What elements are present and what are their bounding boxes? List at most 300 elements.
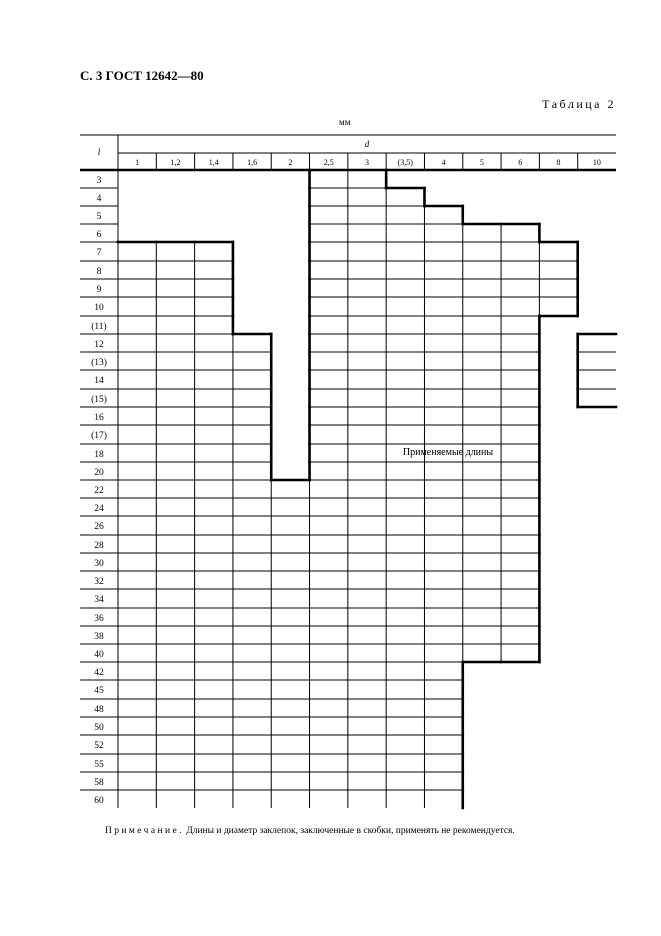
applicable-cell — [310, 425, 348, 444]
length-label: (13) — [91, 358, 107, 368]
applicable-cell — [310, 790, 348, 808]
applicable-cell — [463, 553, 501, 571]
applicable-cell — [271, 516, 309, 535]
applicable-cell — [424, 242, 462, 261]
applicable-cell — [348, 389, 386, 407]
applicable-cell — [348, 352, 386, 370]
applicable-cell — [233, 444, 271, 462]
applicable-cell — [348, 370, 386, 389]
applicable-cell — [233, 717, 271, 735]
applicable-cell — [233, 352, 271, 370]
length-label: 55 — [94, 760, 104, 770]
applicable-cell — [156, 316, 194, 334]
applicable-cell — [501, 462, 539, 480]
applicable-cell — [310, 735, 348, 754]
diameter-label: 1 — [135, 158, 140, 167]
applicable-cell — [348, 480, 386, 498]
applicable-cell — [233, 644, 271, 662]
length-label: (11) — [91, 322, 107, 332]
applicable-cell — [501, 535, 539, 553]
applicable-cell — [310, 224, 348, 242]
applicable-cell — [501, 334, 539, 352]
applicable-cell — [463, 608, 501, 626]
applicable-cell — [424, 589, 462, 608]
length-label: 58 — [94, 778, 104, 788]
applicable-cell — [348, 206, 386, 224]
applicable-cell — [424, 754, 462, 772]
length-label: (15) — [91, 395, 107, 405]
applicable-cell — [156, 571, 194, 589]
applicable-cell — [310, 370, 348, 389]
applicable-cell — [233, 754, 271, 772]
length-label: 34 — [94, 595, 104, 605]
applicable-cell — [539, 297, 577, 316]
applicable-cell — [386, 754, 424, 772]
applicable-cell — [463, 498, 501, 516]
length-label: 24 — [94, 504, 104, 514]
applicable-cell — [463, 352, 501, 370]
applicable-cell — [386, 516, 424, 535]
applicable-cell — [195, 662, 233, 680]
length-label: 4 — [96, 194, 102, 204]
applicable-cell — [501, 444, 539, 462]
applicable-cell — [310, 297, 348, 316]
applicable-cell — [118, 790, 156, 808]
applicable-cell — [386, 279, 424, 297]
row-header-label: l — [97, 147, 101, 157]
applicable-cell — [271, 644, 309, 662]
length-label: 30 — [94, 559, 104, 569]
applicable-cell — [348, 334, 386, 352]
applicable-cell — [310, 188, 348, 206]
applicable-cell — [424, 644, 462, 662]
diameter-label: 2 — [288, 158, 293, 167]
applicable-cell — [118, 571, 156, 589]
applicable-cell — [156, 480, 194, 498]
applicable-cell — [118, 717, 156, 735]
applicable-cell — [118, 589, 156, 608]
applicable-cell — [118, 644, 156, 662]
applicable-cell — [463, 516, 501, 535]
applicable-cell — [501, 644, 539, 662]
applicable-cell — [310, 516, 348, 535]
length-label: 22 — [94, 486, 104, 496]
applicable-cell — [348, 462, 386, 480]
applicable-cell — [424, 553, 462, 571]
applicable-cell — [424, 261, 462, 279]
applicable-cell — [233, 699, 271, 717]
applicable-cell — [348, 316, 386, 334]
applicable-cell — [271, 535, 309, 553]
applicable-cell — [156, 334, 194, 352]
applicable-cell — [195, 516, 233, 535]
applicable-cell — [386, 535, 424, 553]
applicable-cell — [156, 352, 194, 370]
applicable-cell — [233, 589, 271, 608]
applicable-cell — [118, 608, 156, 626]
applicable-cell — [578, 389, 616, 407]
applicable-cell — [118, 279, 156, 297]
applicable-cell — [195, 261, 233, 279]
applicable-cell — [233, 790, 271, 808]
applicable-cell — [118, 680, 156, 699]
applicable-cell — [156, 790, 194, 808]
applicable-cell — [463, 224, 501, 242]
applicable-cell — [156, 680, 194, 699]
applicable-cell — [386, 608, 424, 626]
applicable-cell — [386, 644, 424, 662]
applicable-cell — [424, 224, 462, 242]
applicable-cell — [348, 662, 386, 680]
applicable-cell — [118, 242, 156, 261]
applicable-cell — [195, 297, 233, 316]
applicable-cell — [348, 279, 386, 297]
applicable-cell — [195, 735, 233, 754]
applicable-cell — [310, 699, 348, 717]
applicable-cell — [233, 535, 271, 553]
applicable-cell — [386, 589, 424, 608]
applicable-cell — [386, 699, 424, 717]
diameter-label: 1,4 — [208, 158, 219, 167]
applicable-cell — [463, 644, 501, 662]
applicable-cell — [310, 717, 348, 735]
applicable-cell — [233, 516, 271, 535]
applicable-cell — [233, 498, 271, 516]
applicable-cell — [348, 297, 386, 316]
applicable-cell — [195, 717, 233, 735]
applicable-cell — [118, 535, 156, 553]
applicable-cell — [233, 735, 271, 754]
applicable-cell — [501, 389, 539, 407]
applicable-cell — [348, 444, 386, 462]
applicable-cell — [501, 571, 539, 589]
applicable-cell — [386, 297, 424, 316]
applicable-cell — [386, 224, 424, 242]
applicable-cell — [195, 626, 233, 644]
applicable-cell — [233, 407, 271, 425]
length-label: 14 — [94, 376, 104, 386]
length-label: 48 — [94, 705, 104, 715]
applicable-cell — [386, 334, 424, 352]
applicable-cell — [386, 480, 424, 498]
length-label: (17) — [91, 431, 107, 441]
applicable-cell — [310, 644, 348, 662]
applicable-cell — [501, 480, 539, 498]
applicable-cell — [310, 608, 348, 626]
applicable-cell — [118, 772, 156, 790]
table-label: Таблица 2 — [542, 97, 616, 111]
units-label: мм — [339, 117, 351, 127]
applicable-cell — [271, 571, 309, 589]
applicable-cell — [501, 425, 539, 444]
applicable-cell — [424, 370, 462, 389]
applicable-cell — [310, 754, 348, 772]
applicable-cell — [156, 279, 194, 297]
applicable-cell — [348, 772, 386, 790]
applicable-cell — [233, 680, 271, 699]
applicable-cell — [118, 462, 156, 480]
diameter-label: 4 — [441, 158, 446, 167]
applicable-cell — [310, 498, 348, 516]
applicable-cell — [501, 608, 539, 626]
diameter-label: 3 — [365, 158, 369, 167]
applicable-cell — [195, 699, 233, 717]
applicable-cell — [348, 644, 386, 662]
applicable-cell — [233, 389, 271, 407]
applicable-cell — [424, 662, 462, 680]
table-note — [105, 826, 515, 836]
applicable-cell — [348, 754, 386, 772]
applicable-cell — [118, 480, 156, 498]
applicable-cell — [156, 699, 194, 717]
applicable-cell — [348, 261, 386, 279]
applicable-cell — [156, 644, 194, 662]
length-label: 8 — [96, 267, 102, 277]
applicable-cell — [118, 662, 156, 680]
applicable-cell — [310, 389, 348, 407]
applicable-cell — [501, 589, 539, 608]
applicable-cell — [424, 535, 462, 553]
applicable-cell — [118, 516, 156, 535]
applicable-cell — [156, 754, 194, 772]
applicable-cell — [310, 170, 348, 188]
applicable-cell — [348, 735, 386, 754]
applicable-cell — [195, 608, 233, 626]
length-label: 18 — [94, 450, 104, 460]
applicable-cell — [424, 626, 462, 644]
applicable-cell — [195, 754, 233, 772]
applicable-cell — [386, 242, 424, 261]
applicable-cell — [386, 352, 424, 370]
applicable-cell — [578, 334, 616, 352]
length-label: 60 — [94, 796, 104, 806]
applicable-cell — [386, 188, 424, 206]
applicable-cell — [118, 626, 156, 644]
length-label: 12 — [94, 340, 104, 350]
applicable-cell — [463, 425, 501, 444]
applicable-cell — [310, 772, 348, 790]
applicable-cell — [233, 370, 271, 389]
applicable-cell — [118, 754, 156, 772]
applicable-cell — [386, 316, 424, 334]
applicable-cell — [310, 261, 348, 279]
applicable-cell — [156, 498, 194, 516]
applicable-cell — [424, 279, 462, 297]
applicable-cell — [424, 407, 462, 425]
applicable-cell — [463, 571, 501, 589]
applicable-cell — [118, 444, 156, 462]
applicable-cell — [271, 553, 309, 571]
length-label: 28 — [94, 541, 104, 551]
applicable-cell — [271, 754, 309, 772]
applicable-cell — [501, 407, 539, 425]
applicable-cell — [463, 407, 501, 425]
applicable-cell — [271, 480, 309, 498]
applicable-cell — [424, 571, 462, 589]
applicable-cell — [310, 462, 348, 480]
applicable-cell — [195, 389, 233, 407]
applicable-cell — [233, 480, 271, 498]
applicable-cell — [539, 279, 577, 297]
applicable-cell — [195, 462, 233, 480]
applicable-cell — [386, 389, 424, 407]
applicable-cell — [424, 425, 462, 444]
applicable-cell — [310, 407, 348, 425]
applicable-cell — [156, 516, 194, 535]
applicable-cell — [348, 242, 386, 261]
applicable-cell — [463, 316, 501, 334]
length-label: 42 — [94, 668, 104, 678]
applicable-cell — [310, 334, 348, 352]
applicable-cell — [118, 735, 156, 754]
applicable-cell — [348, 571, 386, 589]
applicable-cell — [386, 571, 424, 589]
applicable-cell — [424, 516, 462, 535]
applicable-cell — [501, 626, 539, 644]
applicable-cell — [118, 389, 156, 407]
applicable-cell — [348, 224, 386, 242]
applicable-cell — [310, 206, 348, 224]
applicable-cell — [118, 334, 156, 352]
applicable-cell — [195, 242, 233, 261]
applicable-cell — [386, 772, 424, 790]
applicable-cell — [501, 242, 539, 261]
length-label: 5 — [96, 212, 102, 222]
applicable-cell — [195, 480, 233, 498]
applicable-lengths-legend: Применяемые длины — [402, 447, 494, 458]
length-label: 9 — [96, 285, 102, 295]
applicable-cell — [386, 553, 424, 571]
applicable-cell — [271, 662, 309, 680]
applicable-cell — [195, 589, 233, 608]
applicable-cell — [501, 516, 539, 535]
applicable-cell — [310, 571, 348, 589]
applicable-cell — [348, 516, 386, 535]
applicable-cell — [424, 608, 462, 626]
applicable-cell — [463, 279, 501, 297]
length-label: 20 — [94, 468, 104, 478]
applicable-cell — [156, 608, 194, 626]
applicable-cell — [195, 680, 233, 699]
applicable-cell — [271, 735, 309, 754]
applicable-cell — [386, 261, 424, 279]
applicable-cell — [348, 407, 386, 425]
applicable-cell — [424, 480, 462, 498]
length-label: 26 — [94, 522, 104, 532]
applicable-cell — [271, 608, 309, 626]
diameter-label: (3,5) — [397, 158, 413, 167]
applicable-cell — [118, 316, 156, 334]
applicable-cell — [424, 680, 462, 699]
applicable-cell — [118, 352, 156, 370]
length-label: 10 — [94, 303, 104, 313]
applicable-cell — [463, 462, 501, 480]
applicable-cell — [424, 352, 462, 370]
length-label: 50 — [94, 723, 104, 733]
applicable-cell — [348, 790, 386, 808]
applicable-cell — [310, 480, 348, 498]
col-header-label: d — [364, 139, 370, 149]
applicable-cell — [271, 626, 309, 644]
applicable-cell — [118, 261, 156, 279]
applicable-cell — [424, 389, 462, 407]
applicable-cell — [386, 462, 424, 480]
applicable-cell — [501, 553, 539, 571]
applicable-cell — [233, 425, 271, 444]
length-label: 36 — [94, 614, 104, 624]
applicable-cell — [310, 279, 348, 297]
applicable-cell — [310, 662, 348, 680]
applicable-cell — [271, 790, 309, 808]
applicable-cell — [424, 790, 462, 808]
diameter-label: 6 — [518, 158, 523, 167]
applicable-cell — [386, 425, 424, 444]
applicable-cell — [156, 735, 194, 754]
applicable-cell — [463, 242, 501, 261]
applicable-cell — [195, 790, 233, 808]
applicable-cell — [195, 425, 233, 444]
length-label: 45 — [94, 686, 104, 696]
page-title: С. 3 ГОСТ 12642—80 — [80, 68, 204, 83]
applicable-cell — [195, 352, 233, 370]
applicable-cell — [271, 498, 309, 516]
applicable-cell — [348, 170, 386, 188]
applicable-cell — [156, 626, 194, 644]
applicable-cell — [156, 370, 194, 389]
applicable-cell — [233, 662, 271, 680]
applicable-cell — [233, 608, 271, 626]
applicable-cell — [463, 535, 501, 553]
applicable-cell — [463, 261, 501, 279]
applicable-cell — [310, 535, 348, 553]
applicable-cell — [424, 717, 462, 735]
diameter-label: 2,5 — [323, 158, 334, 167]
applicable-cell — [310, 589, 348, 608]
applicable-cell — [424, 462, 462, 480]
diameter-label: 1,2 — [170, 158, 181, 167]
applicable-cell — [156, 717, 194, 735]
applicable-cell — [424, 735, 462, 754]
applicable-cell — [578, 352, 616, 370]
applicable-cell — [348, 699, 386, 717]
applicable-cell — [195, 279, 233, 297]
length-label: 38 — [94, 632, 104, 642]
length-label: 16 — [94, 413, 104, 423]
applicable-cell — [348, 608, 386, 626]
applicable-cell — [348, 535, 386, 553]
applicable-cell — [463, 589, 501, 608]
applicable-cell — [310, 352, 348, 370]
applicable-cell — [424, 297, 462, 316]
applicable-cell — [156, 425, 194, 444]
diameter-label: 5 — [479, 158, 484, 167]
applicable-cell — [501, 297, 539, 316]
applicable-cell — [195, 571, 233, 589]
diameter-label: 8 — [556, 158, 561, 167]
applicable-cell — [424, 316, 462, 334]
applicable-cell — [118, 699, 156, 717]
applicable-cell — [195, 772, 233, 790]
applicable-cell — [156, 553, 194, 571]
applicable-cell — [233, 334, 271, 352]
applicable-cell — [156, 407, 194, 425]
applicable-cell — [386, 662, 424, 680]
applicable-cell — [271, 717, 309, 735]
applicable-cell — [233, 553, 271, 571]
applicable-cell — [501, 279, 539, 297]
applicable-cell — [501, 316, 539, 334]
applicable-cell — [118, 553, 156, 571]
